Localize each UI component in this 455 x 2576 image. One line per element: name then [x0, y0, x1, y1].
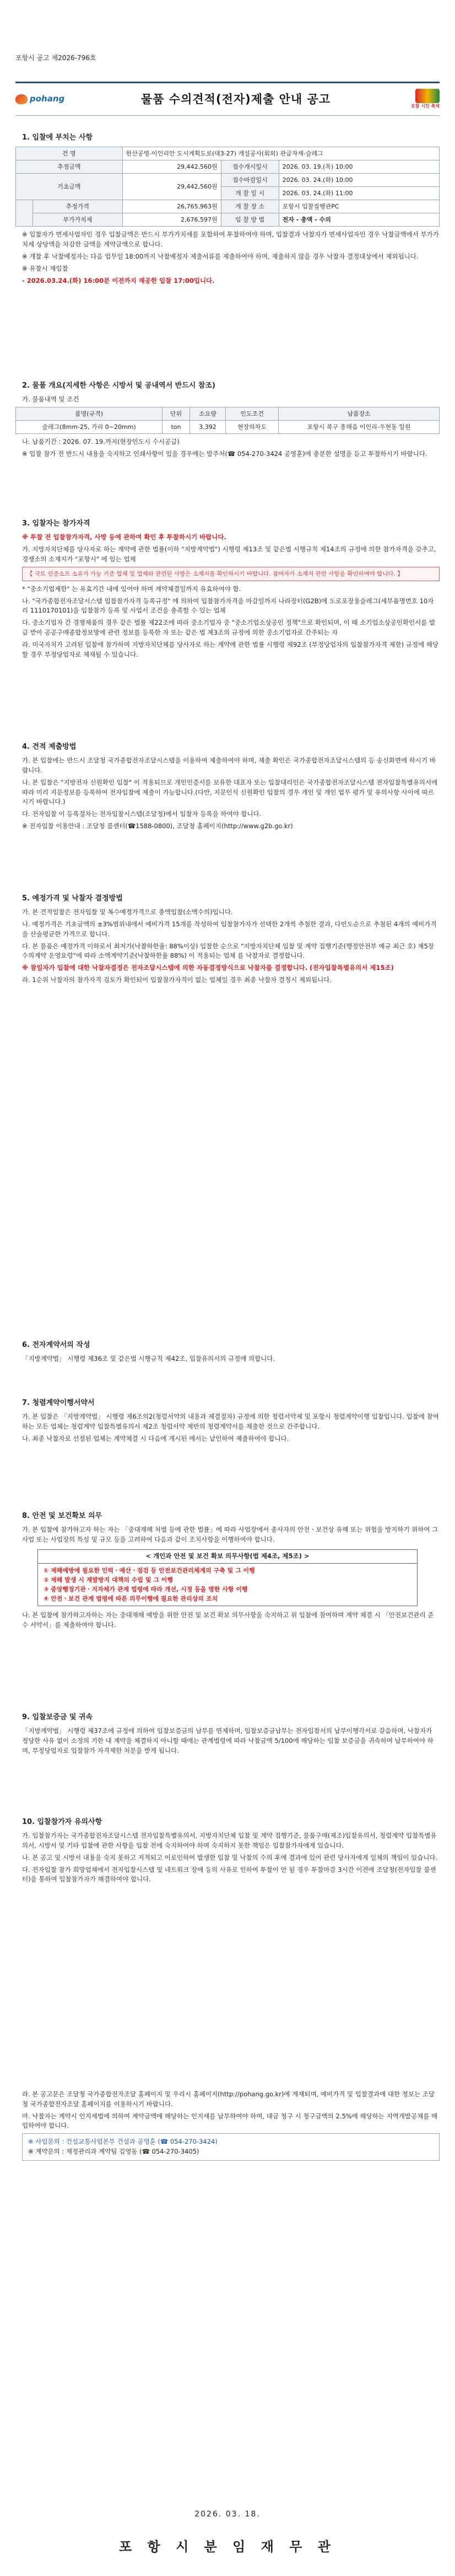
warning: ※ 투찰 전 입찰참가자격, 사방 등에 관하여 확인 후 투찰하시기 바랍니다.: [22, 533, 227, 541]
section-qualification: [15, 518, 440, 662]
note: ※ 입찰 참가 전 반드시 내용을 숙지하고 인쇄사항이 있을 경우에는 발주처(☎ 054-270-3424 공영훈)에 충분한 설명을 듣고 투찰하시기 바랍니다.: [22, 449, 427, 458]
box-heading: < 개인과 안전 및 보건 확보 의무사항(법 제4조, 제5조) >: [38, 1550, 417, 1564]
table-cell: ton: [162, 421, 190, 434]
column-header: 인도조건: [226, 407, 279, 420]
cell-label: 추정가격: [33, 200, 123, 213]
cell-label: 개 찰 일 시: [221, 187, 279, 200]
subheading: 가. 물품내역 및 조건: [22, 395, 79, 404]
cell-label: 기초금액: [16, 174, 123, 200]
cell-label: 입 찰 방 법: [221, 213, 279, 227]
cell-label: 접수개시일시: [221, 160, 279, 174]
cell-label: [16, 200, 33, 227]
section-integrity: [15, 1398, 440, 1446]
pohang-logo: [15, 93, 87, 105]
contact-box: [22, 2133, 440, 2161]
section-heading: 2. 물품 개요(지세한 사항은 시방서 및 공내역서 반드시 참조): [22, 382, 215, 390]
paragraph: 가. 입찰참가자는 국가종합전자조달시스템 전자입찰특별유의서, 지방자치단체 입찰 및 계약 집행기준, 물품구매(제조)입찰유의서, 청렴계약 입찰특별유의서, 시방서 및 기타 입찰에 관한 사항을 입찰 전에 숙지하여야 하며 숙지하지 못한 책임은 입찰참가자에게 있습니다.: [22, 1832, 437, 1849]
cell-value: 2026. 03. 19.(목) 10:00: [279, 160, 439, 174]
paragraph: * "중소기업제한" 는 유효기간 내에 있어야 하며 계약체결일까지 유효하여야 함.: [22, 584, 241, 593]
section-heading: 10. 입찰참가자 유의사항: [22, 1818, 102, 1826]
cell-value: 포항시 입찰집행관PC: [279, 200, 439, 213]
bid-info-table: [15, 147, 440, 227]
list-item: ④ 안전ㆍ보건 관계 법령에 따른 의무이행에 필요한 관리상의 조치: [44, 1595, 218, 1602]
issuer-name: 포 항 시 분 임 재 무 관: [119, 2539, 336, 2554]
table-cell: 현장하차도: [226, 421, 279, 434]
column-header: 단위: [162, 407, 190, 420]
cell-value: 2026. 03. 24.(화) 10:00: [279, 174, 439, 187]
contract-contact: ※ 계약문의 : 재정관리과 계약팀 김영동 (☎ 054-270-3405): [28, 2148, 199, 2156]
document-title: 물품 수의견적(전자)제출 안내 공고: [140, 92, 331, 106]
note: - 2026.03.24.(화) 16:00분 이전까지 재공한 입찰 17:00입니다.: [22, 276, 215, 285]
paragraph: 나. 본 입찰에 참가하고자하는 자는 중대재해 예방을 위한 안전 및 보건 확보 의무사항을 숙지하고 위 입찰에 참여하며 계약 체결 시 「안전보건관리 준수 서약서」를 제출하여야 합니다.: [22, 1611, 434, 1629]
section-goods-overview: [15, 380, 440, 461]
list-item: ② 재해 발생 시 재발방지 대책의 수립 및 그 이행: [44, 1576, 174, 1584]
cell-label: 접수마감일시: [221, 174, 279, 187]
paragraph: 「지방계약법」 시행령 제37조에 규정에 의하여 입찰보증금의 납부를 면제하며, 입찰보증금납부는 전자입찰서의 납부이행각서로 갈음하며, 낙찰자가 정당한 사유 없이 소정의 기한 내 계약을 체결하지 아니할 때에는 관계법령에 따라 낙찰금액 5/100에 해당하는 입찰 보증금을 귀속하며 납부하여야 하며, 부정당업자로 입찰참가 자격제한 처분을 받게 됩니다.: [22, 1727, 434, 1754]
cell-value: 29,442,560원: [122, 174, 221, 200]
section-heading: 9. 입찰보증금 및 귀속: [22, 1713, 93, 1721]
paragraph: 나. 본 입찰은 "지방전자 신원확인 입찰" 이 적용되므로 개인인증서를 보유한 대표자 또는 입찰대리인은 국가종합전자조달시스템 전자입찰특별유의서에 따라 미리 지문정보를 등록하여 전자입찰에 제출이 가능합니다.(다만, 지문인식 신원확인 입찰의 경우 개인 및 개인 업무 평가 및 유의사항 사이에 따르시기 바랍니다.): [22, 778, 438, 806]
cell-value: 전자 - 총액 - 수의: [279, 213, 439, 227]
cell-label: 추정금액: [16, 160, 123, 174]
paragraph: 나. "국가종합전자조달시스템 입찰참가자격 등록규정" 에 의하여 입찰참가자격을 마감일까지 나라장터(G2B)에 도로포장용슬레그(세부품명번호 10자리 1110170101)을 입찰참가 등록 및 사업서 조건을 충족할 수 있는 업체: [22, 597, 434, 615]
paragraph: ※ 전자입찰 이용안내 : 조달청 콜센터(☎1588-0800), 조달청 홈페이지(http://www.g2b.go.kr): [22, 822, 293, 830]
section-heading: 4. 견적 제출방법: [22, 743, 77, 751]
list-item: ① 재해예방에 필요한 인력ㆍ예산ㆍ점검 등 안전보건관리체계의 구축 및 그 이행: [44, 1566, 255, 1574]
section-additional-notes: [15, 2090, 440, 2161]
paragraph: 라. 미국자치가 고려된 입찰에 참가하며 지방자치단체를 당사자로 하는 계약에 관한 법률 시행령 제92조 (부정당업자의 입찰참가자격 제한) 규정에 해당할 경우 부정당업자로 제재될 수 있습니다.: [22, 640, 438, 658]
section-bid-details: [15, 132, 440, 288]
paragraph: 나. 예정가격은 기초금액의 ±3%범위내에서 예비가격 15개를 작성하여 입찰참가자가 선택한 2개씩 추첨한 결과, 다빈도순으로 추첨된 4개의 예비가격을 산술평균한 가격으로 합니다.: [22, 920, 437, 938]
section-heading: 8. 안전 및 보건확보 의무: [22, 1512, 102, 1520]
table-cell: 포항시 북구 흥해읍 이인리-우현동 일원: [279, 421, 440, 434]
festival-logo: [384, 89, 440, 110]
festival-logo-text: 포항 시민 축제: [411, 103, 440, 109]
note: ※ 유찰시 재입찰: [22, 264, 68, 272]
section-heading: 7. 청렴계약이행서약서: [22, 1399, 95, 1407]
cell-label: 건 명: [16, 147, 123, 160]
notice-number: 포항시 공고 제2026-796호: [15, 54, 96, 62]
section-price-decision: [15, 893, 440, 988]
notice-box: 【 국토 인증소프 소유가 가능 기준 업체 및 업체와 관련된 사항은 소재지를 확인하시기 바랍니다. 참여자가 소재지 관련 사항을 확인하여야 합니다. 】: [22, 567, 440, 581]
cell-label: 부가가치세: [33, 213, 123, 227]
section-contract: [15, 1340, 440, 1366]
title-bar: [15, 82, 440, 116]
business-contact: ※ 사업문의 : 건설교통사업본부 건설과 공영훈 (☎ 054-270-3424): [28, 2138, 218, 2146]
paragraph: 가. 본 입찰에는 반드시 조달청 국가종합전자조달시스템을 이용하여 제출하여야 하며, 제출 확인은 국가종합전자조달시스템의 등 송신화면에 하시기 바랍니다.: [22, 756, 436, 774]
cell-value: 2026. 03. 24.(화) 11:00: [279, 187, 439, 200]
paragraph: 마. 낙찰자는 계약시 인지세법에 의하여 계약금액에 해당하는 인지세를 납부하여야 하며, 대금 청구 시 청구금액의 2.5%에 해당하는 지역개발공채를 매입하여야 합니다.: [22, 2112, 438, 2130]
section-heading: 5. 예정가격 및 낙찰자 결정방법: [22, 894, 123, 903]
table-cell: 3,392: [189, 421, 225, 434]
paragraph: 다. 중소기업자 간 경쟁제품의 경우 같은 법률 제22조에 따라 중소기업자 중 "중소기업소상공인 정책"으로 확인되며, 이 때 소기업소상공인확인서를 발급 받아 공공구매종합정보망에 관련 정보를 등록한 자 또는 같은 법 제3조의 규정에 의한 중소기업자로 간주되는 자: [22, 619, 436, 637]
pohang-logo-icon: [15, 94, 28, 104]
paragraph: 가. 본 입찰은 「지방계약법」 시행령 제6조의2(청렴서약의 내용과 제결절차) 규정에 의한 청렴서약제 및 포항시 청렴계약이행 입찰입니다. 입찰에 참여하는 모든 업체는 청렴계약 입찰특별유의서 제2조 청렴서약 제반의 청렴계약서를 제출한 것으로 간주합니다.: [22, 1413, 439, 1430]
cell-value: 2,676,597원: [122, 213, 221, 227]
section-deposit: [15, 1712, 440, 1758]
cell-value: 29,442,560원: [122, 160, 221, 174]
cell-label: 개 찰 장 소: [221, 200, 279, 213]
festival-logo-icon: [415, 89, 440, 103]
list-item: ③ 중앙행정기관ㆍ지자체가 관계 법령에 따라 개선, 시정 등을 명한 사항 이행: [44, 1585, 248, 1593]
note: ※ 입찰자가 면세사업자인 경우 입찰금액은 반드시 부가가치세를 포함하여 투찰하여야 하며, 입찰결과 낙찰자가 면세사업자인 경우 낙찰금액에서 부가가치세 상당액을 차감한 금액을 계약금액으로 합니다.: [22, 230, 439, 249]
table-row: [16, 421, 440, 434]
paragraph: 나. 본 공고 및 시방서 내용을 숙지 못하고 지적되고 이로인하여 발생한 입찰 및 낙찰의 수의 후에 결과에 있어 관련 당사자에게 일체의 책임이 있습니다.: [22, 1853, 438, 1861]
paragraph: 다. 본 물품은 예정가격 이하로서 최저가(낙찰하한율: 88%이상) 입찰한 순으로 "지방자치단체 입찰 및 계약 집행기준(행정안전부 예규 최근 호) 제5장 수의계약 운영요령"에 따라 소액계약기준(낙찰하한율 88%) 이 적용되는 업체 를 낙찰자로 결정합니다.: [22, 942, 434, 960]
safety-duties-box: [37, 1549, 418, 1606]
section-safety: [15, 1511, 440, 1632]
issue-date: 2026. 03. 18.: [194, 2510, 261, 2519]
paragraph: 나. 최종 낙찰자로 선정된 업체는 계약체결 시 다음에 게시된 에서는 낱인하여 제출하여야 합니다.: [22, 1434, 289, 1442]
section-heading: 1. 입찰에 부치는 사항: [22, 133, 93, 142]
column-header: 소요량: [189, 407, 225, 420]
section-heading: 6. 전자계약서의 작성: [22, 1341, 90, 1349]
column-header: 납품장소: [279, 407, 440, 420]
paragraph: 「지방계약법」 시행령 제36조 및 같은법 시행규칙 제42조, 입찰유의서의 규정에 의합니다.: [22, 1355, 275, 1363]
section-submission: [15, 742, 440, 834]
paragraph: 가. 지방자치단체를 당사자로 하는 계약에 관한 법률(이하 "지방계약법") 시행령 제13조 및 같은법 시행규칙 제14조의 규정에 의한 참가자격을 갖추고, 경쟁소의 소재지가 "포항시" 에 있는 업체: [22, 545, 436, 563]
paragraph: ※ 참일자가 입찰에 대한 낙찰자결정은 전자조달시스템에 의한 자동결정방식으로 낙찰자를 결정합니다. (전자입찰특별유의서 제15조): [22, 964, 394, 972]
paragraph: 다. 전자입찰 이 등록절차는 전자입찰시스템(조달청)에서 입찰자 등록을 하여야 합니다.: [22, 810, 262, 818]
delivery-period: 나. 납품기간 : 2026. 07. 19.까지(현장인도시 수시공급): [22, 438, 180, 446]
paragraph: 다. 전자입찰 참가 희망업체에서 전자입찰시스템 및 네트워크 장애 등의 사유로 인하여 투찰이 안 될 경우 투찰마감 3시간 이전에 조달청(전자입찰 콜센터)을 통하여 입찰참가자가 해결하여야 합니다.: [22, 1865, 436, 1883]
paragraph: 라. 본 공고문은 조달청 국가종합전자조달 홈페이지 및 우리시 홈페이지(http://pohang.go.kr)에 게재되며, 예비가격 및 입찰결과에 대한 정보는 조달청 국가종합전자조달 홈페이지를 이용하시기 바랍니다.: [22, 2090, 435, 2108]
cell-value: 26,765,963원: [122, 200, 221, 213]
column-header: 품명(규격): [16, 407, 162, 420]
cell-value: 한산공영-이인리안 도시계획도로(대3-27) 개설공사(회외) 관급자재-슬레그: [122, 147, 439, 160]
table-cell: 슬레그(8mm-25, 가리 0~20mm): [16, 421, 162, 434]
paragraph: 가. 본 견적입찰은 전자입찰 및 복수예정가격으로 총액입찰(소액수의)입니다.: [22, 908, 233, 916]
section-bidder-notes: [15, 1817, 440, 1887]
pohang-logo-text: pohang: [30, 94, 65, 104]
paragraph: 가. 본 입찰에 참가하고자 하는 자는 「중대재해 처벌 등에 관한 법률」에 따라 사업장에서 종사자의 안전ㆍ보건상 유해 또는 위험을 방지하기 위하여 그 사업 또는 사업장의 특성 및 규모 등을 고려하여 다음과 같이 조치사항을 이행하여야 합니다.: [22, 1526, 438, 1543]
goods-table: [15, 407, 440, 434]
section-heading: 3. 입찰자는 참가자격: [22, 519, 90, 528]
paragraph: 라. 1순위 낙찰자의 참가자격 검토가 확인되어 입찰참가자격이 없는 업체일 경우 최종 낙찰자 결정시 제외됩니다.: [22, 976, 332, 984]
note: ※ 개찰 후 낙찰예정자는 다음 업무일 18:00까지 낙찰예정자 제출서류를 제출하여야 하며, 제출하지 않을 경우 낙찰자 결정대상에서 제외됩니다.: [22, 253, 419, 261]
